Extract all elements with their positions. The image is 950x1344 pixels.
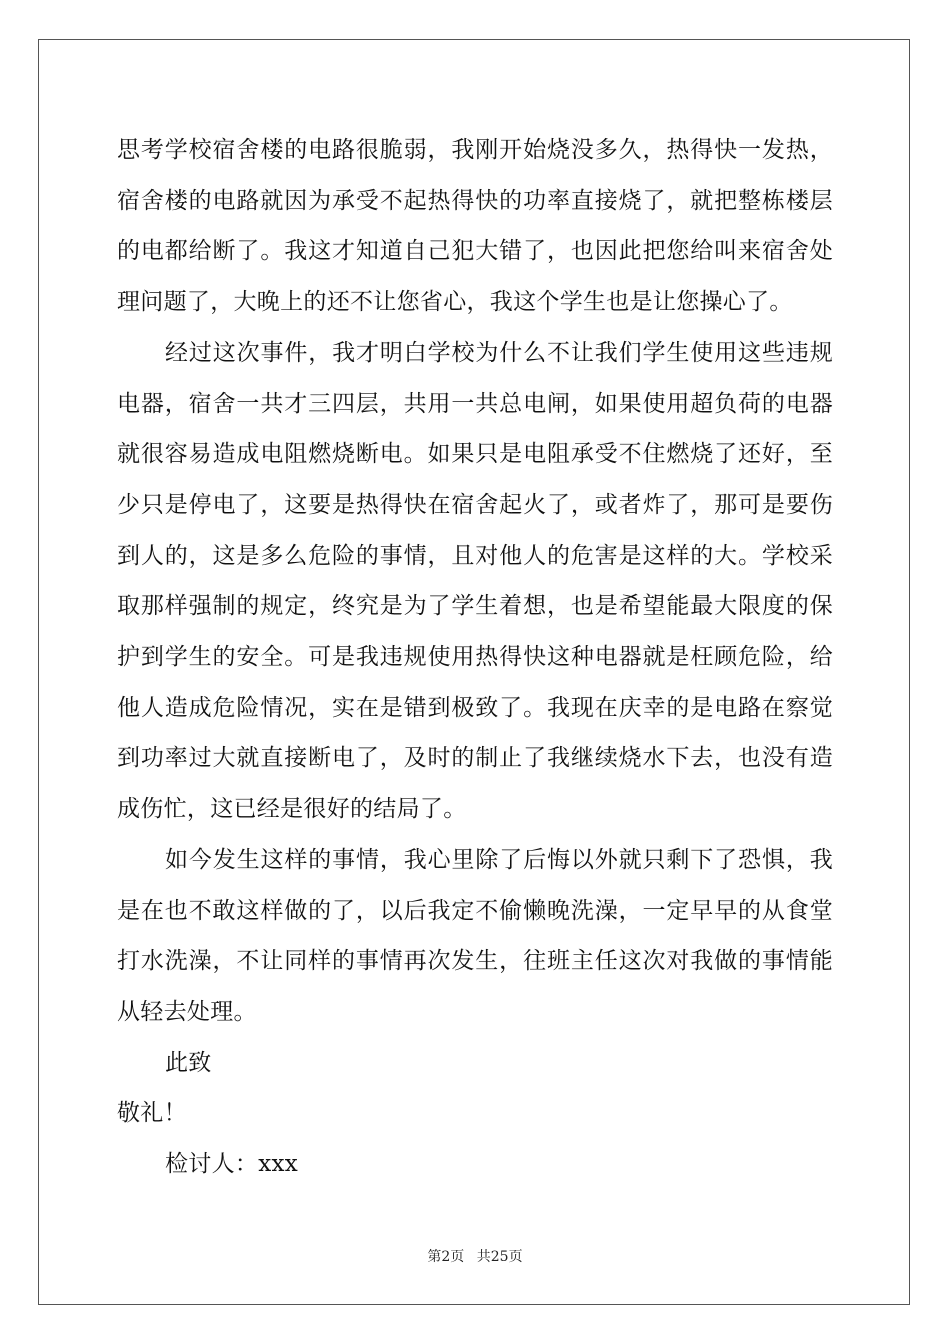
document-body bbox=[117, 125, 833, 1190]
paragraph-3: 如今发生这样的事情，我心里除了后悔以外就只剩下了恐惧，我是在也不敢这样做的了，以后我定不偷懒晚洗澡，一定早早的从食堂打水洗澡，不让同样的事情再次发生，往班主任这次对我做的事情能从轻去处理。 bbox=[117, 846, 833, 1025]
page-number: 第2页 bbox=[427, 1249, 465, 1265]
paragraph-1: 思考学校宿舍楼的电路很脆弱，我刚开始烧没多久，热得快一发热，宿舍楼的电路就因为承受不起热得快的功率直接烧了，就把整栋楼层的电都给断了。我这才知道自己犯大错了，也因此把您给叫来宿舍处理问题了，大晚上的还不让您省心，我这个学生也是让您操心了。 bbox=[117, 137, 833, 316]
page-footer bbox=[0, 1246, 950, 1266]
paragraph-2: 经过这次事件，我才明白学校为什么不让我们学生使用这些违规电器，宿舍一共才三四层，共用一共总电闸，如果使用超负荷的电器就很容易造成电阻燃烧断电。如果只是电阻承受不住燃烧了还好，至少只是停电了，这要是热得快在宿舍起火了，或者炸了，那可是要伤到人的，这是多么危险的事情，且对他人的危害是这样的大。学校采取那样强制的规定，终究是为了学生着想，也是希望能最大限度的保护到学生的安全。可是我违规使用热得快这种电器就是枉顾危险，给他人造成危险情况，实在是错到极致了。我现在庆幸的是电路在察觉到功率过大就直接断电了，及时的制止了我继续烧水下去，也没有造成伤忙，这已经是很好的结局了。 bbox=[117, 339, 833, 823]
signature: 检讨人：xxx bbox=[165, 1151, 299, 1178]
closing-regards: 敬礼！ bbox=[117, 1100, 187, 1127]
page-total: 共25页 bbox=[476, 1249, 523, 1265]
closing-salutation: 此致 bbox=[165, 1049, 212, 1076]
